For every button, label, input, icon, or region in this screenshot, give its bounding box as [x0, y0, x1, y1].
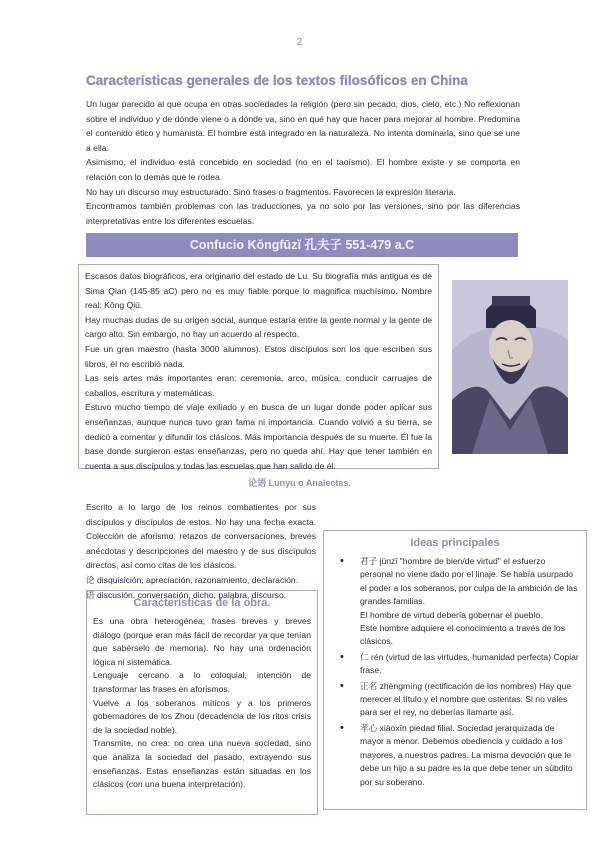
list-item	[360, 651, 580, 678]
work-characteristics-box	[86, 590, 318, 815]
intro-paragraph: Asimismo, el individuo está concebido en sociedad (no en el taoísmo). El hombre existe y se comporta en relación con lo demás que le rodea.	[86, 157, 520, 182]
confucius-banner: Confucio Kǒngfūzǐ 孔夫子 551-479 a.C	[86, 233, 518, 257]
ideas-box	[323, 530, 587, 810]
ideas-list	[330, 555, 580, 789]
work-paragraph: Lenguaje cercano a lo coloquial, intención de transformar las frases en aforismos.	[93, 670, 311, 694]
bio-paragraph: Estuvo mucho tiempo de viaje exiliado y en busca de un lugar donde poder aplicar sus enseñanzas, aunque nunca tuvo gran fama ni importancia. Cuando volvió a su tierra, se dedicó a comentar y difundir los clásicos. Más importancia después de su muerte. Él fue la base donde surgieron estas enseñanzas, pero no queda ahí. Hay que tener también en cuenta a sus discípulos y todas las escuelas que han salido de él.	[85, 402, 432, 471]
list-item	[360, 680, 580, 720]
section-title: Características generales de los textos filosóficos en China	[86, 73, 468, 88]
analects-title: 论语 Lunyu o Analectas.	[248, 478, 351, 488]
intro-paragraph: Encontramos también problemas con las traducciones, ya no solo por las versiones, sino por las diferencias interpretativas entre los diferentes escuelas.	[86, 201, 520, 226]
ideas-title: Ideas principales	[410, 537, 500, 549]
confucius-portrait	[452, 280, 568, 454]
analects-paragraph: 论 disquisición, apreciación, razonamiento, declaración.	[86, 574, 299, 585]
bio-paragraph: Fue un gran maestro (hasta 3000 alumnos). Estos discípulos son los que escriben sus libros, él no escribió nada.	[85, 343, 432, 369]
idea-text: Este hombre adquiere el conocimiento a través de los clásicos.	[360, 623, 565, 647]
analects-paragraph: 语 discusión, conversación, dicho, palabra, discurso.	[86, 589, 287, 600]
idea-text: • 正名 zhèngmíng (rectificación de los nombres) Hay que merecer el título y el nombre que ostentas. Si no vales para ser el rey, no deberías llamarte así.	[360, 680, 572, 718]
work-title: Características de la obra.	[133, 597, 271, 609]
idea-text: • 孝心 xiàoxīn piedad filial. Sociedad jerarquizada de mayor a menor. Debemos obediencia y cuidado a los mayores, a nuestros padres. La misma devoción que le debe un hijo a su padre es la que debe tener un súbdito por su soberano.	[360, 722, 573, 787]
portrait-illustration	[452, 280, 568, 454]
intro-paragraph: No hay un discurso muy estructurado. Sino frases o fragmentos. Favorecen la expresión literaria.	[86, 186, 456, 197]
idea-text: • 君子 jūnzǐ "hombre de bien/de virtud" el esfuerzo personal no viene dado por el linaje. Se había usurpado el poder a los soberanos, por culpa de la ambición de las grandes familias.	[360, 556, 578, 607]
biography-box	[78, 264, 439, 469]
list-item	[360, 555, 580, 649]
list-item	[360, 722, 580, 789]
bio-paragraph: Las seis artes más importantes eran: ceremonia, arco, música, conducir carruajes de caballos, escritura y matemáticas.	[85, 373, 432, 398]
intro-text	[86, 97, 520, 228]
idea-text: • 仁 rén (virtud de las virtudes, humanidad perfecta) Copiar frase.	[360, 651, 579, 676]
work-paragraph: Transmite, no crea: no crea una nueva sociedad, sino que analiza la sociedad del pasado, extrayendo sus enseñanzas. Estas enseñanzas están situadas en los clásicos (con una buena interpretación).	[93, 738, 311, 790]
intro-paragraph: Un lugar parecido al que ocupa en otras sociedades la religión (pero sin pecado, dios, cielo, etc.) No reflexionan sobre el individuo y de dónde viene o a dónde va, sino en qué hay que hacer para mejorar al hombre. Predomina el contenido ético y humanista. El hombre está integrado en la naturaleza. No intenta dominarla, sino que se une a ella.	[86, 99, 520, 153]
bio-paragraph: Hay muchas dudas de su origen social, aunque estaría entre la gente normal y la gente de cargo alto. Sin embargo, no hay un acuerdo al respecto.	[85, 314, 432, 340]
work-paragraph: Es una obra heterogénea, frases breves y breves diálogo (porque eran más fácil de recordar ya que tenían que sabérselo de memoria). No hay una ordenación lógica ni sistemática.	[93, 616, 311, 667]
page-number: 2	[296, 37, 303, 48]
work-paragraph: Vuelve a los soberanos míticos y a los primeros gobernadores de los Zhou (decadencia de los ritos crisis de la sociedad noble).	[93, 697, 311, 735]
idea-text: El hombre de virtud debería gobernar el pueblo.	[360, 609, 543, 620]
bio-paragraph: Escasos datos biográficos, era originario del estado de Lu. Su biografía más antigua es de Sima Qian (145-85 aC) pero no es muy fiable porque lo magnifica muchísimo. Nombre real: Kǒng Qiū.	[85, 271, 432, 311]
analects-paragraph: Escrito a lo largo de los reinos combatientes por sus discípulos y discípulos de estos. No hay una fecha exacta. Colección de aforismo, retazos de conversaciones, breves anécdotas y descripciones del maestro y de sus discípulos directos, así como citas de los clásicos.	[86, 502, 316, 571]
